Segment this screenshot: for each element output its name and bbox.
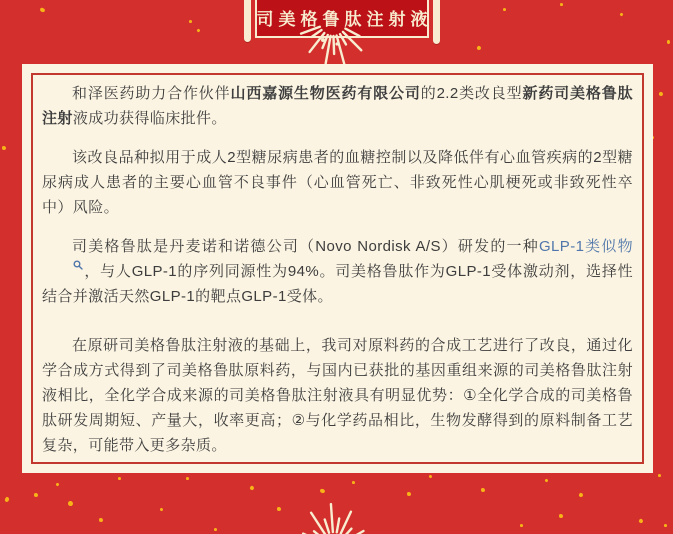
gold-confetti-speck (189, 20, 192, 23)
paragraph-mechanism (42, 234, 633, 309)
gold-confetti-speck (579, 493, 584, 498)
gold-confetti-speck (99, 518, 103, 522)
text-run: 在原研司美格鲁肽注射液的基础上，我司对原料药的合成工艺进行了改良，通过化学合成方式得到了司美格鲁肽原料药，与国内已获批的基因重组来源的司美格鲁肽注射液相比，全化学合成来源的司美格鲁肽注射液具有明显优势：①全化学合成的司美格鲁肽研发周期短、产量大，收率更高；②与化学药品相比，生物发酵得到的原料制备工艺复杂，可能带入更多杂质。 (42, 337, 633, 454)
magnifier-icon[interactable] (43, 260, 83, 270)
banner-scroll-bar-right (433, 0, 440, 44)
text-run: 液成功获得临床批件。 (72, 110, 227, 127)
text-run: 的2.2类改良型 (420, 85, 523, 102)
gold-confetti-speck (638, 518, 643, 523)
gold-confetti-speck (4, 496, 10, 502)
gold-confetti-speck (55, 482, 59, 486)
gold-confetti-speck (196, 28, 200, 32)
gold-confetti-speck (658, 91, 663, 96)
gold-confetti-speck (277, 507, 281, 511)
gold-confetti-speck (560, 3, 563, 6)
gold-confetti-speck (68, 501, 74, 507)
gold-confetti-speck (249, 485, 254, 490)
gold-confetti-speck (118, 477, 121, 480)
gold-confetti-speck (545, 479, 549, 483)
gold-confetti-speck (520, 524, 523, 527)
gold-confetti-speck (619, 12, 623, 16)
gold-confetti-speck (34, 493, 38, 497)
text-run: 山西嘉源生物医药有限公司 (230, 85, 421, 102)
gold-confetti-speck (2, 146, 6, 150)
paragraph-advantages (42, 333, 633, 458)
glp1-term-link[interactable]: GLP-1类似物 (538, 238, 633, 255)
content-card (22, 64, 653, 473)
text-run: 该改良品种拟用于成人2型糖尿病患者的血糖控制以及降低伴有心血管疾病的2型糖尿病成人患者的主要心血管不良事件（心血管死亡、非致死性心肌梗死或非致死性卒中）风险。 (42, 149, 633, 216)
gold-confetti-speck (503, 8, 506, 11)
gold-confetti-speck (559, 514, 563, 518)
page-title: 司美格鲁肽注射液 (256, 10, 433, 29)
card-inner-border (31, 73, 644, 464)
gold-confetti-speck (320, 488, 326, 493)
banner-scroll-bar-left (244, 0, 251, 42)
paragraph-intro (42, 81, 633, 131)
gold-confetti-speck (39, 7, 45, 12)
gold-confetti-speck (664, 524, 667, 527)
text-run: 和泽医药助力合作伙伴 (72, 85, 231, 102)
paragraph-indication (42, 145, 633, 220)
gold-confetti-speck (186, 477, 189, 480)
gold-confetti-speck (160, 508, 164, 512)
text-run: 司美格鲁肽是丹麦诺和诺德公司（Novo Nordisk A/S）研发的一种 (72, 238, 539, 255)
gold-confetti-speck (477, 46, 482, 51)
text-run: 新药司美格鲁肽注射 (42, 85, 633, 127)
gold-confetti-speck (667, 40, 670, 44)
gold-confetti-speck (214, 528, 217, 531)
gold-confetti-speck (407, 492, 411, 496)
gold-confetti-speck (658, 474, 661, 477)
gold-confetti-speck (352, 481, 355, 484)
text-run: ，与人GLP-1的序列同源性为94%。司美格鲁肽作为GLP-1受体激动剂，选择性结合并激活天然GLP-1的靶点GLP-1受体。 (42, 263, 633, 305)
gold-confetti-speck (429, 475, 433, 479)
gold-confetti-speck (481, 488, 485, 492)
firework-burst-bottom-icon (282, 502, 392, 534)
